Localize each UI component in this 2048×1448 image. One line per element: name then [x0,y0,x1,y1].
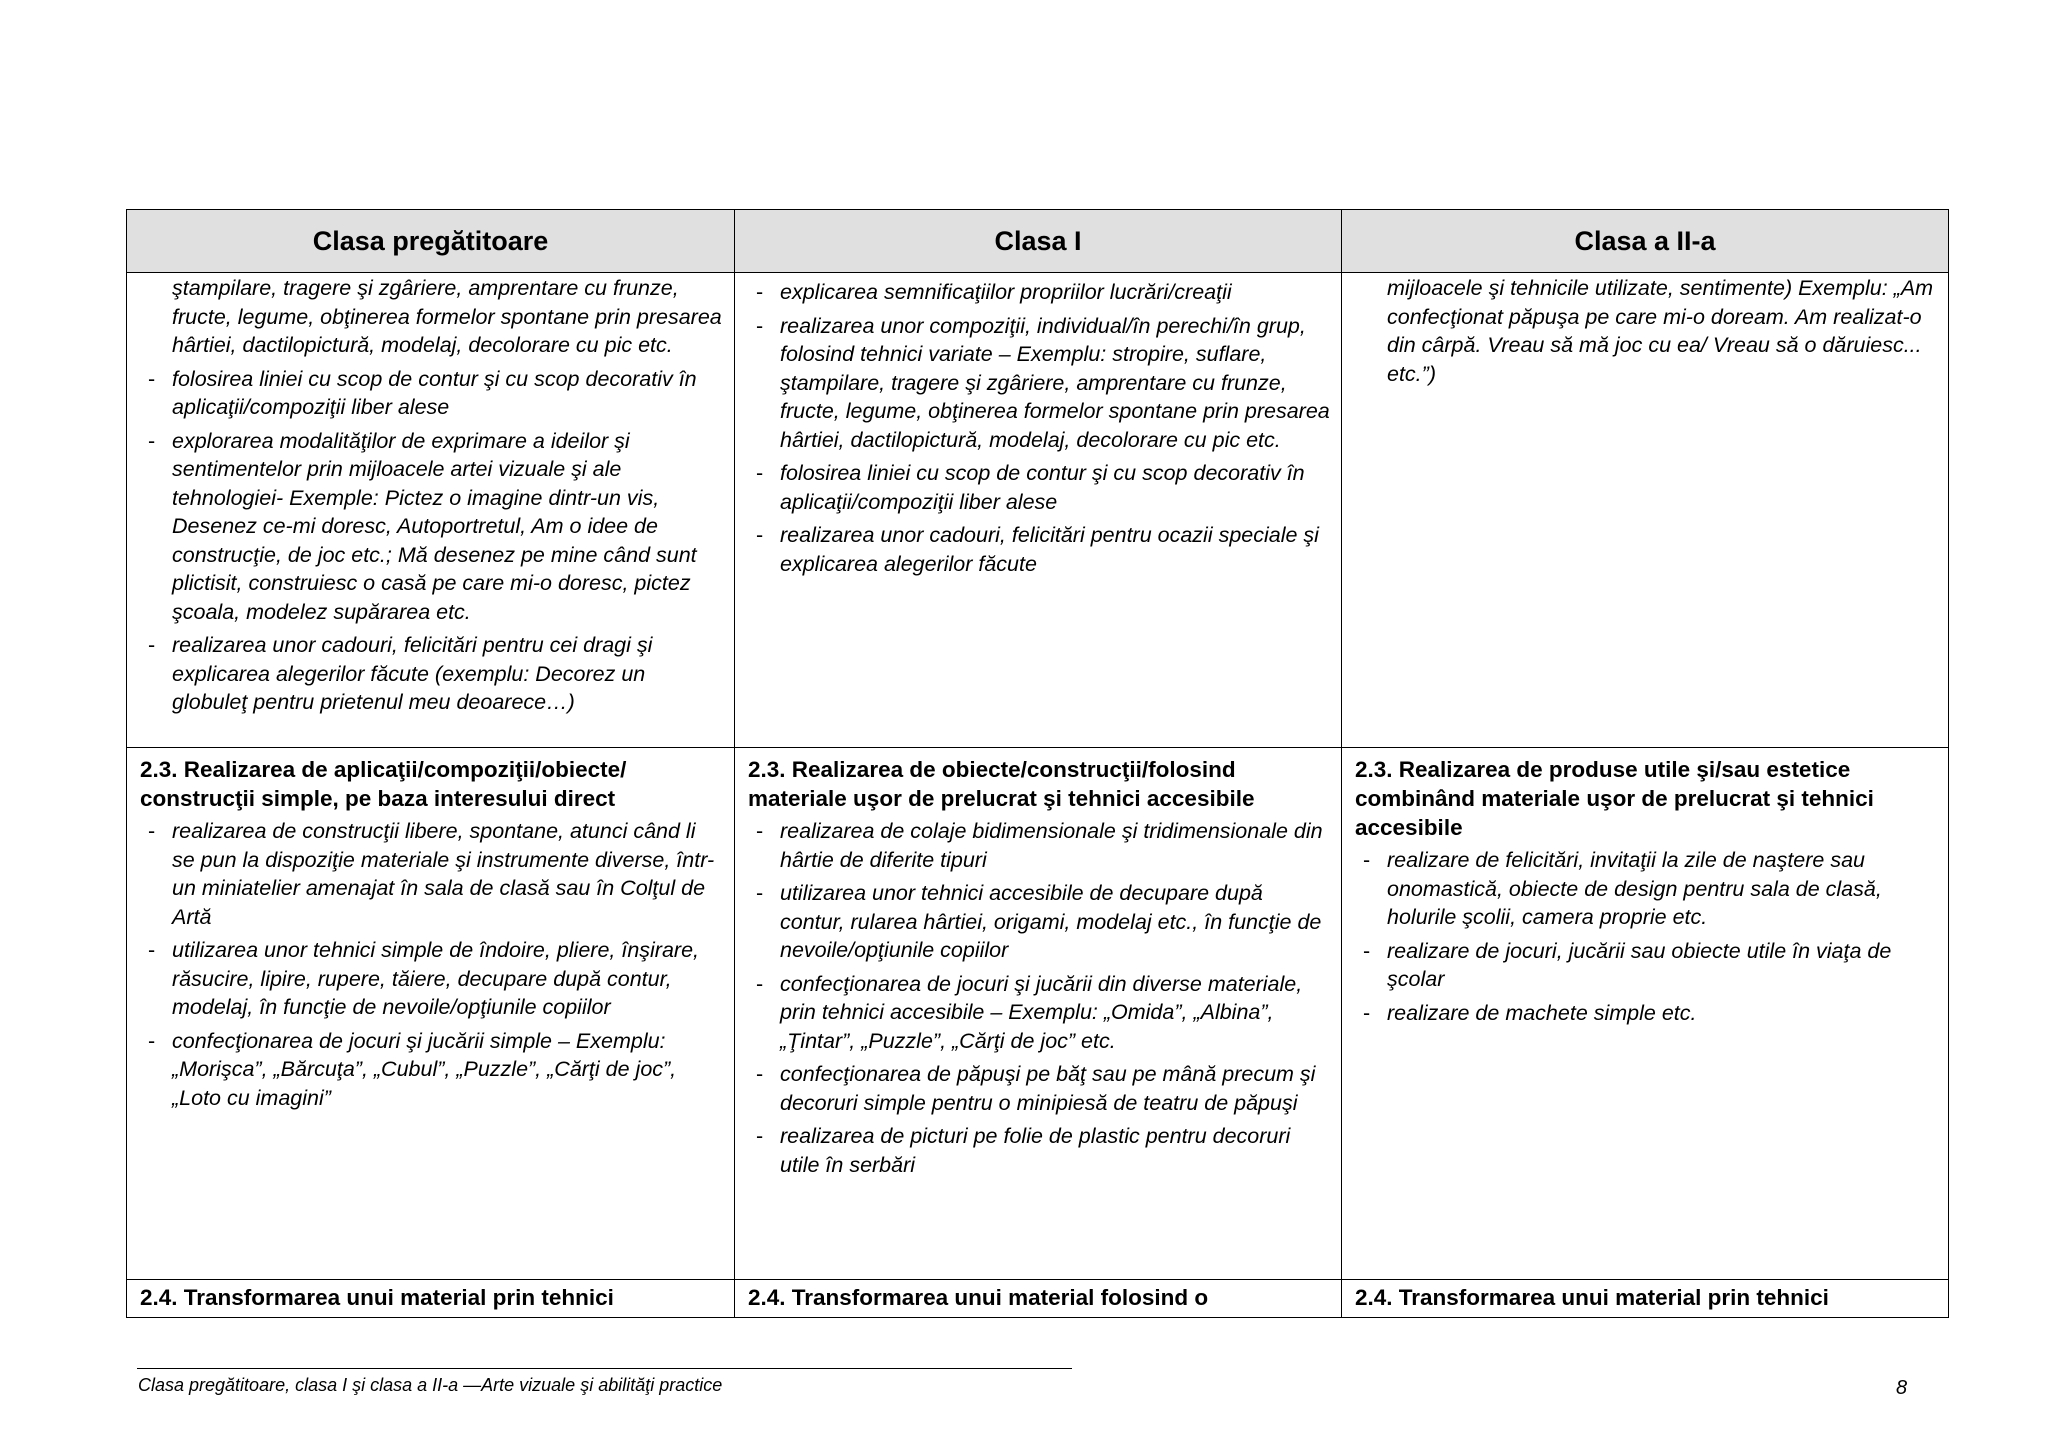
competence-heading: 2.3. Realizarea de obiecte/construcţii/folosind materiale uşor de prelucrat şi tehnici accesibile [748,757,1255,811]
list-item: - utilizarea unor tehnici simple de îndoire, pliere, înşirare, răsucire, lipire, rupere, tăiere, decupare după contur, modelaj, în funcţie de nevoile/opţiunile copiilor [140,936,723,1022]
list-item: - utilizarea unor tehnici accesibile de decupare după contur, rularea hârtiei, origami, modelaj etc., în funcţie de nevoile/opţiunile copiilor [748,879,1330,965]
list-item: - realizare de felicitări, invitaţii la zile de naştere sau onomastică, obiecte de design pentru sala de clasă, holurile şcolii, camera proprie etc. [1355,846,1937,932]
row3-col3-cell [1342,1280,1949,1318]
list-item: - realizarea unor cadouri, felicitări pentru ocazii speciale şi explicarea alegerilor făcute [748,521,1330,578]
row1-col1-list [140,274,723,717]
page-number: 8 [1896,1377,1908,1399]
row2-col3-list [1355,846,1937,1027]
list-item: - realizarea de picturi pe folie de plastic pentru decoruri utile în serbări [748,1122,1330,1179]
row2-col1-cell [127,748,735,1280]
list-item: - explorarea modalităţilor de exprimare a ideilor şi sentimentelor prin mijloacele artei vizuale şi ale tehnologiei- Exemple: Pictez o imagine dintr-un vis, Desenez ce-mi doresc, Autoportretul, Am o idee de construcţie, de joc etc.; Mă desenez pe mine când sunt plictisit, construiesc o casă pe care mi-o doresc, pictez şcoala, modelez supărarea etc. [140,427,723,627]
row3-col1-cell [127,1280,735,1318]
table-row [127,748,1949,1280]
row1-col2-list [748,278,1330,578]
competence-heading: 2.4. Transformarea unui material prin tehnici [1355,1285,1829,1310]
list-item: - realizarea de construcţii libere, spontane, atunci când li se pun la dispoziţie materiale şi instrumente diverse, într-un miniatelier amenajat în sala de clasă sau în Colţul de Artă [140,817,723,931]
competence-heading: 2.4. Transformarea unui material folosind o [748,1285,1209,1310]
list-item: - realizarea de colaje bidimensionale şi tridimensionale din hârtie de diferite tipuri [748,817,1330,874]
footer-divider [137,1368,1072,1369]
list-item: - realizare de jocuri, jucării sau obiecte utile în viaţa de şcolar [1355,937,1937,994]
row1-col3-list [1355,274,1937,388]
list-item: - confecţionarea de jocuri şi jucării simple – Exemplu: „Morişca”, „Bărcuţa”, „Cubul”, „Puzzle”, „Cărţi de joc”, „Loto cu imagini” [140,1027,723,1113]
list-item: - explicarea semnificaţiilor propriilor lucrări/creaţii [748,278,1330,307]
header-clasa-i: Clasa I [735,210,1342,273]
footer-text: Clasa pregătitoare, clasa I şi clasa a II-a —Arte vizuale şi abilităţi practice [138,1375,723,1395]
row3-col2-cell [735,1280,1342,1318]
table-row [127,1280,1949,1318]
header-clasa-a-ii-a: Clasa a II-a [1342,210,1949,273]
row2-col2-list [748,817,1330,1179]
list-item: ştampilare, tragere şi zgâriere, amprentare cu frunze, fructe, legume, obţinerea formelor spontane prin presarea hârtiei, dactilopictură, modelaj, decolorare cu pic etc. [172,276,722,357]
row1-col2-cell [735,273,1342,748]
list-item: - confecţionarea de jocuri şi jucării din diverse materiale, prin tehnici accesibile – Exemplu: „Omida”, „Albina”, „Ţintar”, „Puzzle”, „Cărţi de joc” etc. [748,970,1330,1056]
header-clasa-pregatitoare: Clasa pregătitoare [127,210,735,273]
competence-heading: 2.4. Transformarea unui material prin tehnici [140,1285,614,1310]
competence-heading: 2.3. Realizarea de produse utile şi/sau estetice combinând materiale uşor de prelucrat şi tehnici accesibile [1355,757,1874,840]
table-row [127,273,1949,748]
list-item: - realizarea unor compoziţii, individual/în perechi/în grup, folosind tehnici variate – Exemplu: stropire, suflare, ştampilare, tragere şi zgâriere, amprentare cu frunze, fructe, legume, obţinerea formelor spontane prin presarea hârtiei, dactilopictură, modelaj, decolorare cu pic etc. [748,312,1330,455]
list-item: - folosirea liniei cu scop de contur şi cu scop decorativ în aplicaţii/compoziţii liber alese [748,459,1330,516]
row1-col1-cell [127,273,735,748]
list-item: - confecţionarea de păpuşi pe băţ sau pe mână precum şi decoruri simple pentru o minipiesă de teatru de păpuşi [748,1060,1330,1117]
list-item: - folosirea liniei cu scop de contur şi cu scop decorativ în aplicaţii/compoziţii liber alese [140,365,723,422]
competence-heading: 2.3. Realizarea de aplicaţii/compoziţii/obiecte/ construcţii simple, pe baza interesului direct [140,757,627,811]
row1-col3-cell [1342,273,1949,748]
table-header-row [127,210,1949,273]
row2-col3-cell [1342,748,1949,1280]
curriculum-table [126,209,1949,1318]
row2-col1-list [140,817,723,1112]
list-item: - realizare de machete simple etc. [1355,999,1937,1028]
list-item: - realizarea unor cadouri, felicitări pentru cei dragi şi explicarea alegerilor făcute (exemplu: Decorez un globuleţ pentru prietenul meu deoarece…) [140,631,723,717]
list-item: mijloacele şi tehnicile utilizate, sentimente) Exemplu: „Am confecţionat păpuşa pe care mi-o doream. Am realizat-o din cârpă. Vreau să mă joc cu ea/ Vreau să o dăruiesc... etc.”) [1387,276,1934,386]
row2-col2-cell [735,748,1342,1280]
